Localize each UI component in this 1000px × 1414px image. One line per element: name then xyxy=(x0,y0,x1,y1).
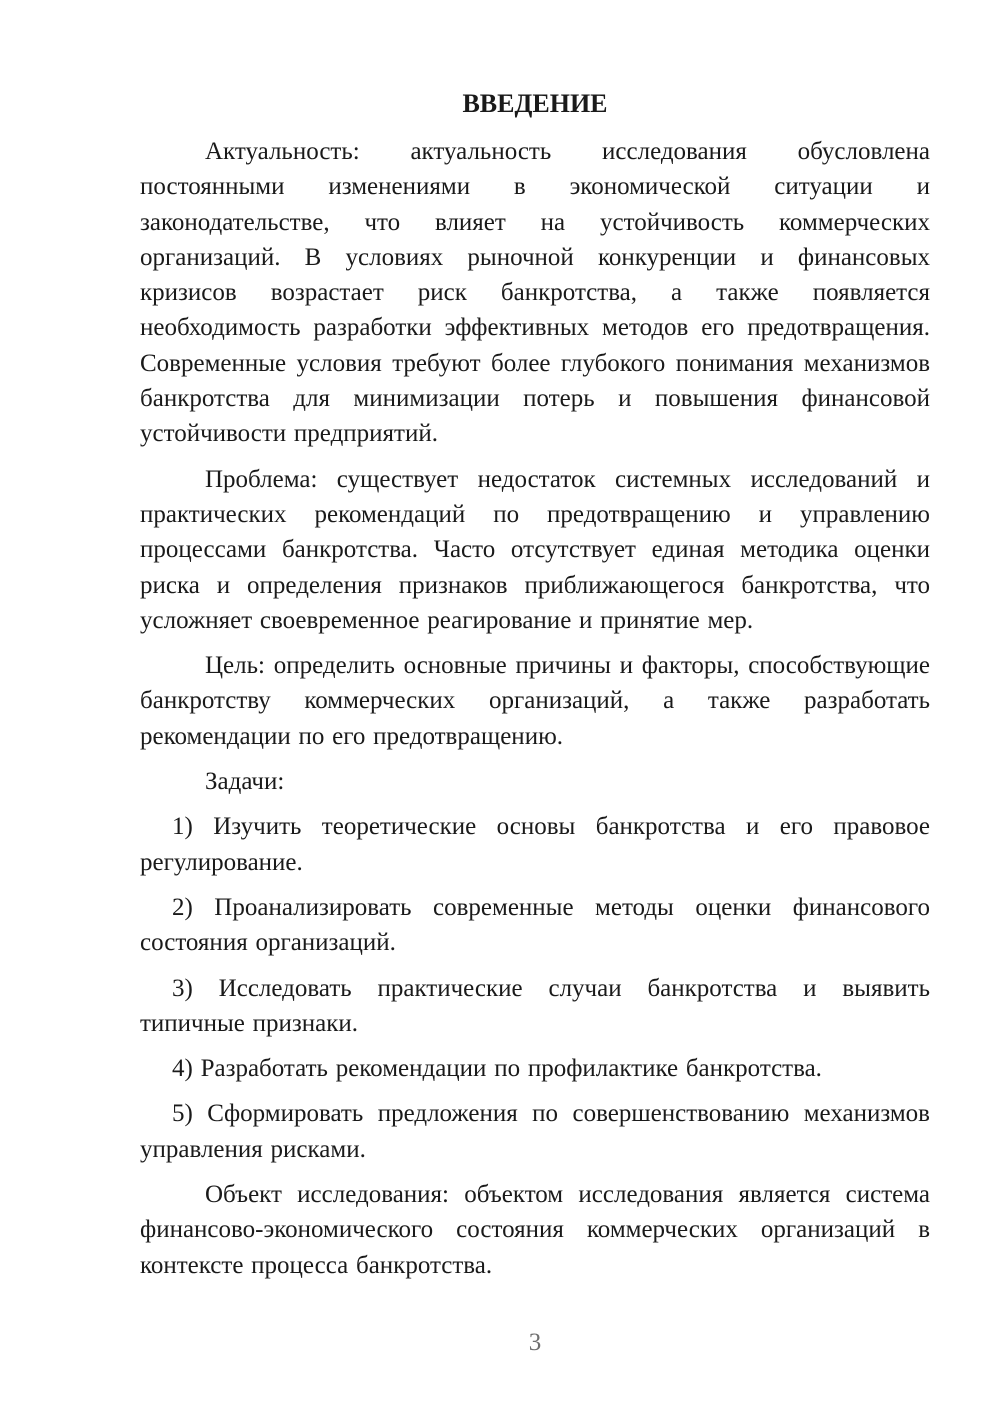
task-item-5: 5) Сформировать предложения по совершенствованию механизмов управления рисками. xyxy=(140,1100,930,1163)
paragraph-problem: Проблема: существует недостаток системных исследований и практических рекомендаций по предотвращению и управлению процессами банкротства. Часто отсутствует единая методика оценки риска и определения признаков приближающегося банкротства, что усложняет своевременное реагирование и принятие мер. xyxy=(140,465,930,634)
task-item-4: 4) Разработать рекомендации по профилактике банкротства. xyxy=(172,1055,822,1083)
paragraph-relevance: Актуальность: актуальность исследования обусловлена постоянными изменениями в экономической ситуации и законодательстве, что влияет на устойчивость коммерческих организаций. В условиях рыночной конкуренции и финансовых кризисов возрастает риск банкротства, а также появляется необходимость разработки эффективных методов его предотвращения. Современные условия требуют более глубокого понимания механизмов банкротства для минимизации потерь и повышения финансовой устойчивости предприятий. xyxy=(140,138,930,448)
task-item-2: 2) Проанализировать современные методы оценки финансового состояния организаций. xyxy=(140,893,930,957)
page-title: ВВЕДЕНИЕ xyxy=(462,89,608,118)
paragraph-research-object: Объект исследования: объектом исследования является система финансово-экономического состояния коммерческих организаций в контексте процесса банкротства. xyxy=(140,1181,930,1279)
task-item-3: 3) Исследовать практические случаи банкротства и выявить типичные признаки. xyxy=(140,974,930,1037)
page-number: 3 xyxy=(528,1329,542,1356)
task-item-1: 1) Изучить теоретические основы банкротства и его правовое регулирование. xyxy=(140,813,930,876)
paragraph-goal: Цель: определить основные причины и факторы, способствующие банкротству коммерческих организаций, а также разработать рекомендации по его предотвращению. xyxy=(140,652,930,750)
page-content xyxy=(140,86,930,1293)
paragraph-tasks-heading: Задачи: xyxy=(205,768,285,796)
